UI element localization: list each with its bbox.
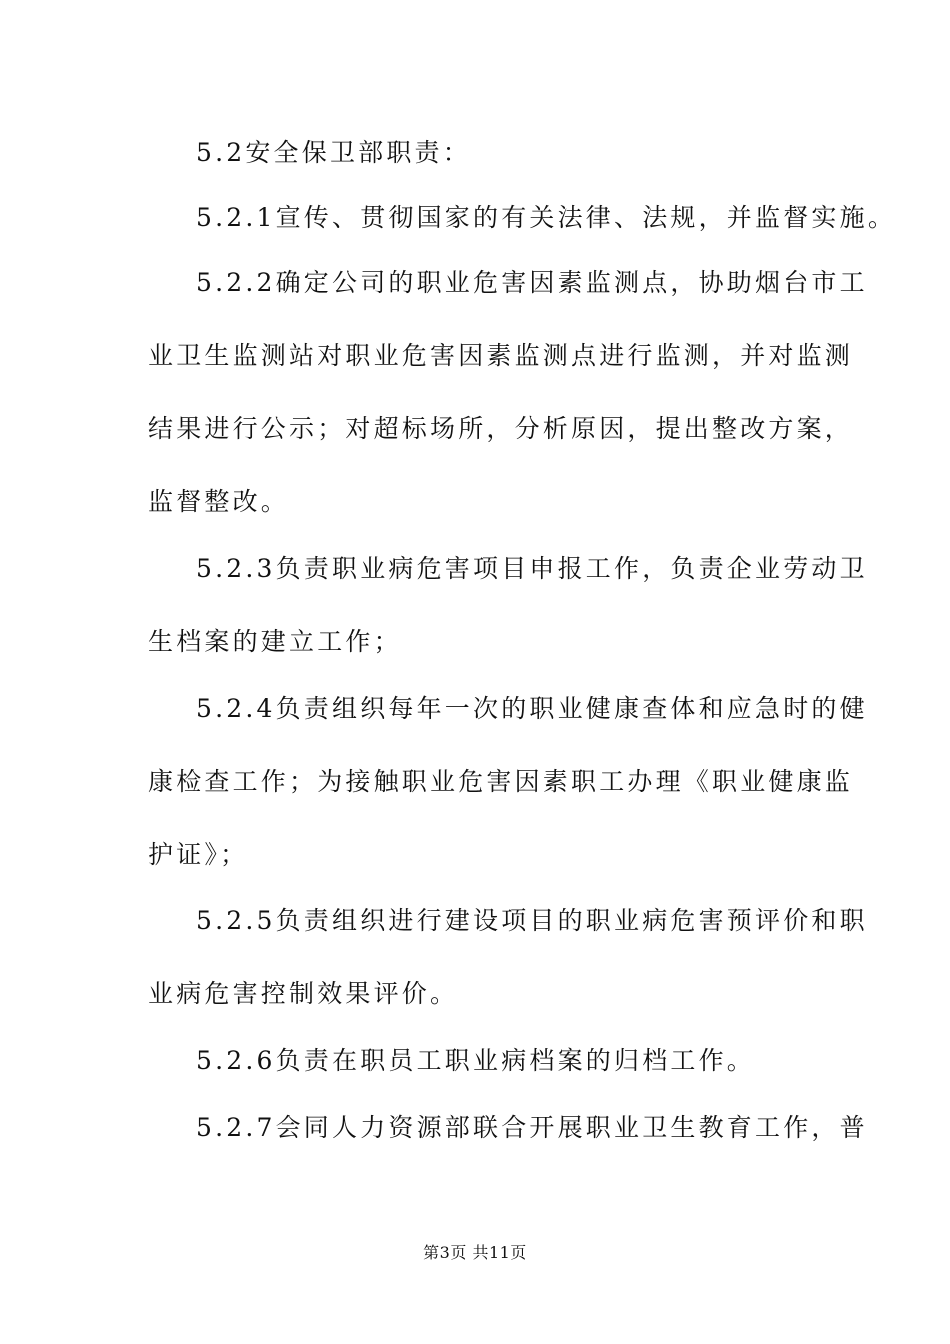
text-line: 业卫生监测站对职业危害因素监测点进行监测，并对监测 [148, 341, 854, 370]
text-line: 护证》； [148, 840, 249, 869]
text-line: 生档案的建立工作； [148, 627, 402, 656]
text-line: 5.2.7会同人力资源部联合开展职业卫生教育工作，普 [196, 1113, 868, 1142]
text-line: 5.2.5负责组织进行建设项目的职业病危害预评价和职 [196, 906, 868, 935]
text-line: 5.2.3负责职业病危害项目申报工作，负责企业劳动卫 [196, 554, 868, 583]
text-line: 5.2.1宣传、贯彻国家的有关法律、法规，并监督实施。 [196, 203, 897, 232]
text-line: 5.2.4负责组织每年一次的职业健康查体和应急时的健 [196, 694, 868, 723]
section-heading: 5.2安全保卫部职责： [196, 138, 471, 167]
text-line: 结果进行公示；对超标场所，分析原因，提出整改方案， [148, 414, 854, 443]
text-line: 康检查工作；为接触职业危害因素职工办理《职业健康监 [148, 767, 854, 796]
text-line: 监督整改。 [148, 487, 290, 516]
text-line: 业病危害控制效果评价。 [148, 979, 459, 1008]
text-line: 5.2.6负责在职员工职业病档案的归档工作。 [196, 1046, 756, 1075]
text-line: 5.2.2确定公司的职业危害因素监测点，协助烟台市工 [196, 268, 868, 297]
page-number-footer: 第3页 共11页 [423, 1243, 527, 1262]
